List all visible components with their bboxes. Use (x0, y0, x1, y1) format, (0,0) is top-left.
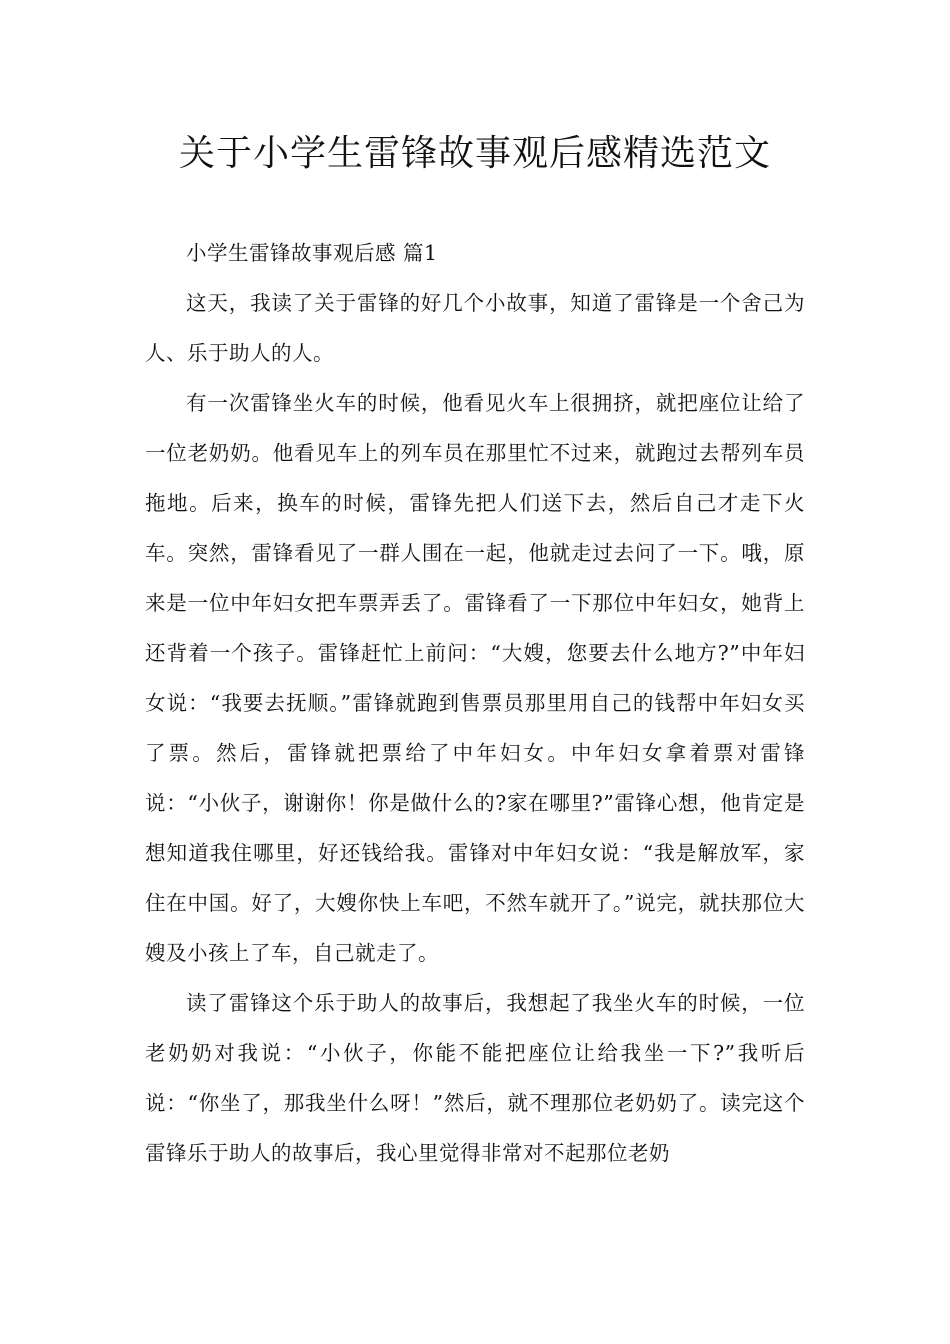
section-heading: 小学生雷锋故事观后感 篇1 (186, 241, 438, 265)
paragraph: 这天，我读了关于雷锋的好几个小故事，知道了雷锋是一个舍己为人、乐于助人的人。 (145, 291, 805, 365)
paragraph: 读了雷锋这个乐于助人的故事后，我想起了我坐火车的时候，一位老奶奶对我说：“小伙子，你能不能把座位让给我坐一下?”我听后说：“你坐了，那我坐什么呀！”然后，就不理那位老奶奶了。读完这个雷锋乐于助人的故事后，我心里觉得非常对不起那位老奶 (145, 991, 805, 1165)
paragraph: 有一次雷锋坐火车的时候，他看见火车上很拥挤，就把座位让给了一位老奶奶。他看见车上的列车员在那里忙不过来，就跑过去帮列车员拖地。后来，换车的时候，雷锋先把人们送下去，然后自己才走下火车。突然，雷锋看见了一群人围在一起，他就走过去问了一下。哦，原来是一位中年妇女把车票弄丢了。雷锋看了一下那位中年妇女，她背上还背着一个孩子。雷锋赶忙上前问：“大嫂，您要去什么地方?”中年妇女说：“我要去抚顺。”雷锋就跑到售票员那里用自己的钱帮中年妇女买了票。然后，雷锋就把票给了中年妇女。中年妇女拿着票对雷锋说：“小伙子，谢谢你！你是做什么的?家在哪里?”雷锋心想，他肯定是想知道我住哪里，好还钱给我。雷锋对中年妇女说：“我是解放军，家住在中国。好了，大嫂你快上车吧，不然车就开了。”说完，就扶那位大嫂及小孩上了车，自己就走了。 (145, 391, 805, 965)
document-title: 关于小学生雷锋故事观后感精选范文 (178, 133, 771, 174)
document-body (145, 228, 805, 1178)
